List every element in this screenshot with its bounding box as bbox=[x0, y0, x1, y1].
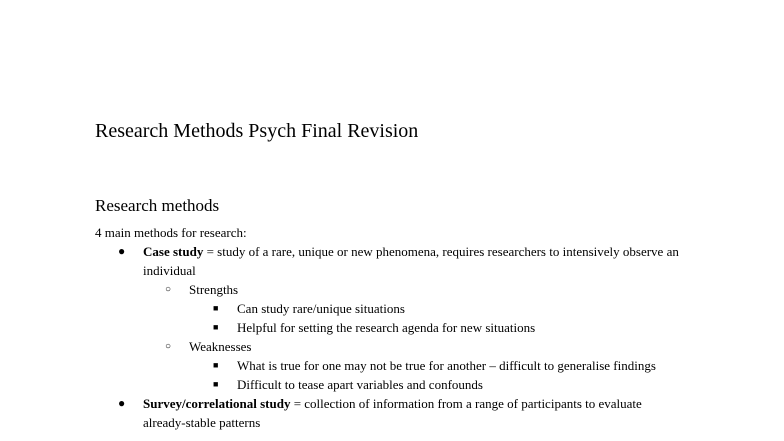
list-item-strength bbox=[0, 299, 784, 318]
weaknesses-label: Weaknesses bbox=[189, 339, 252, 354]
term-survey: Survey/correlational study bbox=[143, 396, 291, 411]
square-bullet-icon: ■ bbox=[213, 379, 219, 389]
strength-text: Helpful for setting the research agenda for new situations bbox=[237, 320, 536, 335]
list-item-weaknesses bbox=[0, 337, 784, 356]
hollow-circle-bullet-icon: ○ bbox=[165, 284, 172, 295]
list-item-case-study bbox=[0, 242, 784, 280]
square-bullet-icon: ■ bbox=[213, 303, 219, 313]
list-item-strength bbox=[0, 318, 784, 337]
definition-case-study: = study of a rare, unique or new phenomena, requires researchers to intensively observe an individual bbox=[143, 244, 679, 278]
document-title: Research Methods Psych Final Revision bbox=[95, 120, 419, 142]
intro-paragraph: 4 main methods for research: bbox=[95, 225, 247, 240]
square-bullet-icon: ■ bbox=[213, 322, 219, 332]
square-bullet-icon: ■ bbox=[213, 360, 219, 370]
filled-circle-bullet-icon: ● bbox=[118, 244, 126, 258]
weakness-text: What is true for one may not be true for another – difficult to generalise findings bbox=[237, 358, 656, 373]
section-heading: Research methods bbox=[95, 196, 220, 215]
list-item-weakness bbox=[0, 356, 784, 375]
hollow-circle-bullet-icon: ○ bbox=[165, 341, 172, 352]
term-case-study: Case study bbox=[143, 244, 204, 259]
list-item-survey bbox=[0, 394, 784, 432]
strengths-label: Strengths bbox=[189, 282, 239, 297]
strength-text: Can study rare/unique situations bbox=[237, 301, 405, 316]
weakness-text: Difficult to tease apart variables and confounds bbox=[237, 377, 483, 392]
list-item-weakness bbox=[0, 375, 784, 394]
list-item-strengths bbox=[0, 280, 784, 299]
methods-list bbox=[0, 242, 784, 432]
filled-circle-bullet-icon: ● bbox=[118, 396, 126, 410]
definition-survey: = collection of information from a range of participants to evaluate already-stable patterns bbox=[143, 396, 642, 430]
